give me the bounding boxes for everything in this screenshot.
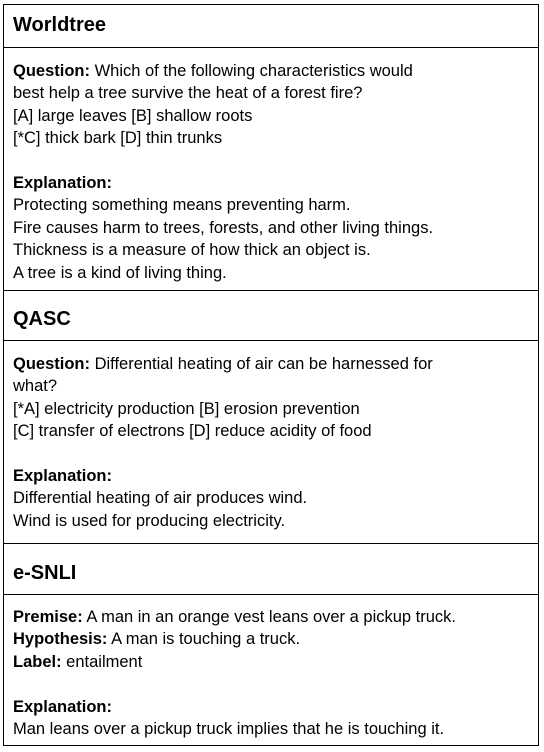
section-body [13,606,532,740]
hypothesis-text: A man is touching a truck. [107,630,301,649]
section-body [13,60,532,284]
explanation-label: Explanation: [13,466,113,485]
explanation-line: Wind is used for producing electricity. [13,511,286,530]
explanation-line: A tree is a kind of living thing. [13,263,227,282]
section-body [13,353,532,532]
section-qasc [4,290,538,543]
explanation-label: Explanation: [13,173,113,192]
explanation-label: Explanation: [13,697,113,716]
premise-line [13,606,532,628]
question-text: Which of the following characteristics would [90,62,413,80]
label-text: entailment [61,652,143,671]
label-line [13,651,532,673]
section-divider [4,47,538,48]
explanation-line: Man leans over a pickup truck implies that he is touching it. [13,719,445,738]
question-text: Differential heating of air can be harnessed for [90,355,433,373]
answer-options: [*A] electricity production [B] erosion prevention [13,399,360,418]
section-divider [4,340,538,341]
label-label: Label: [13,652,62,671]
question-line [13,353,532,375]
answer-options: [*C] thick bark [D] thin trunks [13,129,223,148]
examples-table [3,4,539,746]
section-esnli [4,543,538,745]
explanation-line: Thickness is a measure of how thick an object is. [13,241,371,260]
hypothesis-label: Hypothesis: [13,630,108,649]
section-title: Worldtree [13,14,106,36]
explanation-line: Fire causes harm to trees, forests, and other living things. [13,218,434,237]
section-worldtree [4,5,538,290]
question-text: what? [13,377,58,396]
hypothesis-line [13,628,532,650]
explanation-line: Differential heating of air produces wind. [13,489,308,508]
question-label: Question: [13,355,90,373]
question-line [13,60,532,82]
section-title: QASC [13,308,71,330]
section-title: e-SNLI [13,562,77,584]
premise-text: A man in an orange vest leans over a pickup truck. [82,608,457,626]
explanation-line: Protecting something means preventing harm. [13,196,351,215]
premise-label: Premise: [13,608,83,626]
answer-options: [A] large leaves [B] shallow roots [13,106,253,125]
question-label: Question: [13,62,90,80]
question-text: best help a tree survive the heat of a forest fire? [13,84,363,103]
answer-options: [C] transfer of electrons [D] reduce acidity of food [13,422,372,441]
section-divider [4,594,538,595]
